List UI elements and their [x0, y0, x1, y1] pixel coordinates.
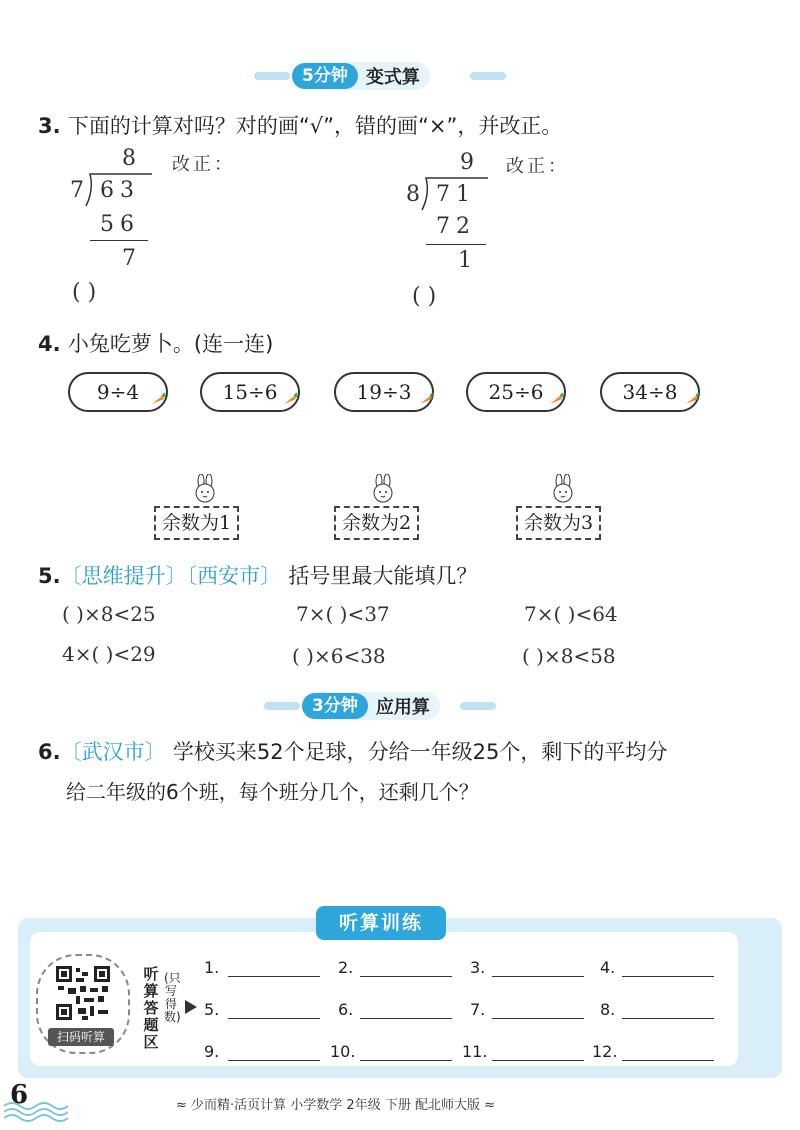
answer-blank-10[interactable]	[360, 1060, 452, 1061]
answer-number: 1.	[204, 958, 220, 977]
carrot-icon	[418, 392, 434, 406]
section-time-badge: 3分钟	[302, 693, 368, 719]
rabbit-remainder-2[interactable]: 余数为2	[334, 506, 419, 540]
rabbit-remainder-3[interactable]: 余数为3	[516, 506, 601, 540]
answer-blank-2[interactable]	[360, 976, 452, 977]
q6-line-2: 给二年级的6个班，每个班分几个，还剩几个？	[66, 780, 479, 804]
answer-area-label: 听算答题区	[143, 965, 159, 1051]
section-header-2	[0, 692, 800, 720]
qr-label: 扫码听算	[48, 1028, 114, 1046]
listening-answer-area	[30, 932, 738, 1066]
answer-number: 6.	[338, 1000, 354, 1019]
play-arrow-icon	[185, 1000, 197, 1014]
answer-paren-2[interactable]: ( )	[412, 284, 437, 309]
listening-title: 听算训练	[316, 906, 446, 940]
qr-code[interactable]	[36, 954, 130, 1054]
fill-item-2[interactable]: 7×( )<37	[296, 602, 390, 626]
answer-blank-6[interactable]	[360, 1018, 452, 1019]
section-title: 变式算	[365, 67, 420, 88]
carrot-19-div-3[interactable]: 19÷3	[334, 372, 434, 412]
answer-blank-9[interactable]	[228, 1060, 320, 1061]
answer-number: 8.	[600, 1000, 616, 1019]
carrot-15-div-6[interactable]: 15÷6	[200, 372, 300, 412]
carrot-9-div-4[interactable]: 9÷4	[68, 372, 168, 412]
answer-blank-7[interactable]	[492, 1018, 584, 1019]
footer-text: ≈ 少而精·活页计算 小学数学 2年级 下册 配北师大版 ≈	[176, 1098, 495, 1113]
q3-title: 3. 下面的计算对吗？对的画“√”，错的画“×”，并改正。	[38, 114, 563, 138]
carrot-icon	[150, 392, 166, 406]
answer-number: 4.	[600, 958, 616, 977]
answer-blank-12[interactable]	[622, 1060, 714, 1061]
q4-title: 4. 小兔吃萝卜。(连一连)	[38, 332, 274, 356]
carrot-icon	[684, 392, 700, 406]
answer-area-note: (只写得数)	[164, 971, 181, 1024]
page-number: 6	[10, 1080, 29, 1110]
answer-blank-5[interactable]	[228, 1018, 320, 1019]
fill-item-6[interactable]: ( )×8<58	[522, 644, 616, 668]
section-header-1	[0, 62, 800, 90]
fill-item-5[interactable]: ( )×6<38	[292, 644, 386, 668]
answer-number: 12.	[592, 1042, 618, 1061]
answer-blank-11[interactable]	[492, 1060, 584, 1061]
rabbit-icon	[550, 474, 576, 504]
wave-decoration	[4, 1100, 68, 1122]
answer-number: 9.	[204, 1042, 220, 1061]
answer-number: 11.	[462, 1042, 488, 1061]
q6-title: 6.〔武汉市〕 学校买来52个足球，分给一年级25个，剩下的平均分	[38, 740, 668, 764]
q5-title: 5.〔思维提升〕〔西安市〕 括号里最大能填几？	[38, 564, 478, 588]
carrot-25-div-6[interactable]: 25÷6	[466, 372, 566, 412]
fill-item-3[interactable]: 7×( )<64	[524, 602, 618, 626]
answer-blank-3[interactable]	[492, 976, 584, 977]
answer-number: 5.	[204, 1000, 220, 1019]
carrot-34-div-8[interactable]: 34÷8	[600, 372, 700, 412]
answer-blank-1[interactable]	[228, 976, 320, 977]
carrot-icon	[548, 392, 564, 406]
rabbit-remainder-1[interactable]: 余数为1	[154, 506, 239, 540]
answer-paren-1[interactable]: ( )	[72, 280, 97, 305]
answer-number: 3.	[470, 958, 486, 977]
answer-number: 2.	[338, 958, 354, 977]
fill-item-4[interactable]: 4×( )<29	[62, 642, 156, 666]
answer-blank-8[interactable]	[622, 1018, 714, 1019]
answer-number: 10.	[330, 1042, 356, 1061]
section-title: 应用算	[375, 697, 430, 718]
correct-label-2: 改正：	[506, 156, 569, 177]
section-time-badge: 5分钟	[292, 63, 358, 89]
rabbit-icon	[192, 474, 218, 504]
qr-code-icon	[56, 966, 110, 1020]
correct-label-1: 改正：	[172, 154, 235, 175]
answer-blank-4[interactable]	[622, 976, 714, 977]
answer-number: 7.	[470, 1000, 486, 1019]
carrot-icon	[282, 392, 298, 406]
fill-item-1[interactable]: ( )×8<25	[62, 602, 156, 626]
rabbit-icon	[370, 474, 396, 504]
